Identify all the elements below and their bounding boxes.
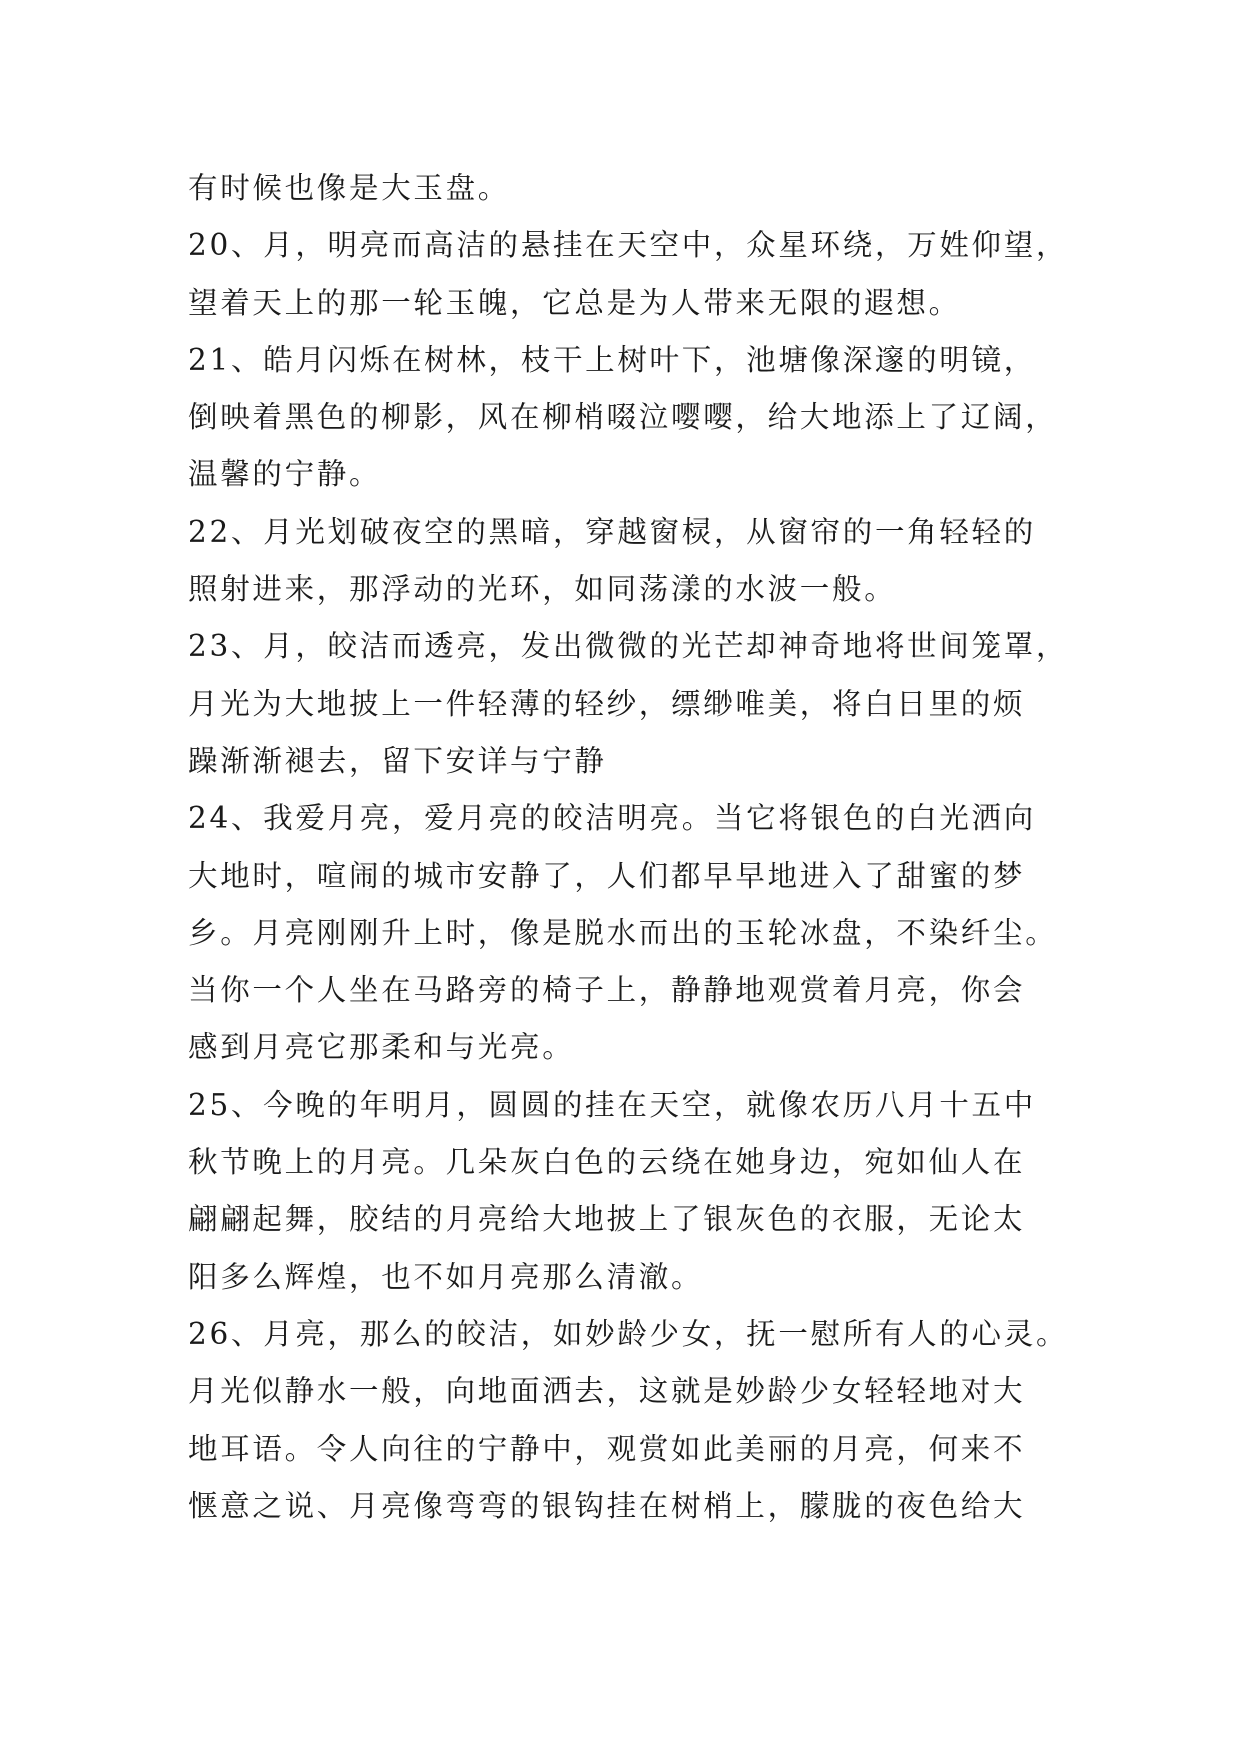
text-line: 当你一个人坐在马路旁的椅子上，静静地观赏着月亮，你会: [188, 973, 1026, 1008]
text-line: 月光似静水一般，向地面洒去，这就是妙龄少女轻轻地对大: [188, 1374, 1026, 1409]
text-line: 大地时，喧闹的城市安静了，人们都早早地进入了甜蜜的梦: [188, 858, 1026, 893]
text-line: 惬意之说、月亮像弯弯的银钩挂在树梢上，朦胧的夜色给大: [188, 1488, 1026, 1523]
text-line: 感到月亮它那柔和与光亮。: [188, 1030, 575, 1065]
text-line: 20、月，明亮而高洁的悬挂在天空中，众星环绕，万姓仰望，: [188, 228, 1069, 263]
text-line: 秋节晚上的月亮。几朵灰白色的云绕在她身边，宛如仙人在: [188, 1145, 1026, 1180]
text-line: 21、皓月闪烁在树林，枝干上树叶下，池塘像深邃的明镜，: [188, 342, 1036, 377]
text-line: 倒映着黑色的柳影，风在柳梢啜泣嘤嘤，给大地添上了辽阔，: [188, 400, 1058, 435]
text-line: 23、月，皎洁而透亮，发出微微的光芒却神奇地将世间笼罩，: [188, 629, 1069, 664]
text-line: 躁渐渐褪去，留下安详与宁静: [188, 743, 607, 778]
text-line: 照射进来，那浮动的光环，如同荡漾的水波一般。: [188, 572, 897, 607]
text-line: 阳多么辉煌，也不如月亮那么清澈。: [188, 1259, 704, 1294]
text-line: 地耳语。令人向往的宁静中，观赏如此美丽的月亮，何来不: [188, 1431, 1026, 1466]
text-line: 25、今晚的年明月，圆圆的挂在天空，就像农历八月十五中: [188, 1087, 1036, 1122]
text-line: 24、我爱月亮，爱月亮的皎洁明亮。当它将银色的白光洒向: [188, 801, 1036, 836]
document-body: [188, 160, 1070, 1535]
text-line: 望着天上的那一轮玉魄，它总是为人带来无限的遐想。: [188, 285, 961, 320]
text-line: 乡。月亮刚刚升上时，像是脱水而出的玉轮冰盘，不染纤尘。: [188, 915, 1058, 950]
text-line: 有时候也像是大玉盘。: [188, 171, 511, 205]
text-line: 月光为大地披上一件轻薄的轻纱，缥缈唯美，将白日里的烦: [188, 686, 1026, 721]
text-line: 翩翩起舞，胶结的月亮给大地披上了银灰色的衣服，无论太: [188, 1202, 1026, 1237]
text-line: 26、月亮，那么的皎洁，如妙龄少女，抚一慰所有人的心灵。: [188, 1316, 1069, 1351]
text-line: 22、月光划破夜空的黑暗，穿越窗棂，从窗帘的一角轻轻的: [188, 514, 1036, 549]
text-line: 温馨的宁静。: [188, 457, 382, 492]
